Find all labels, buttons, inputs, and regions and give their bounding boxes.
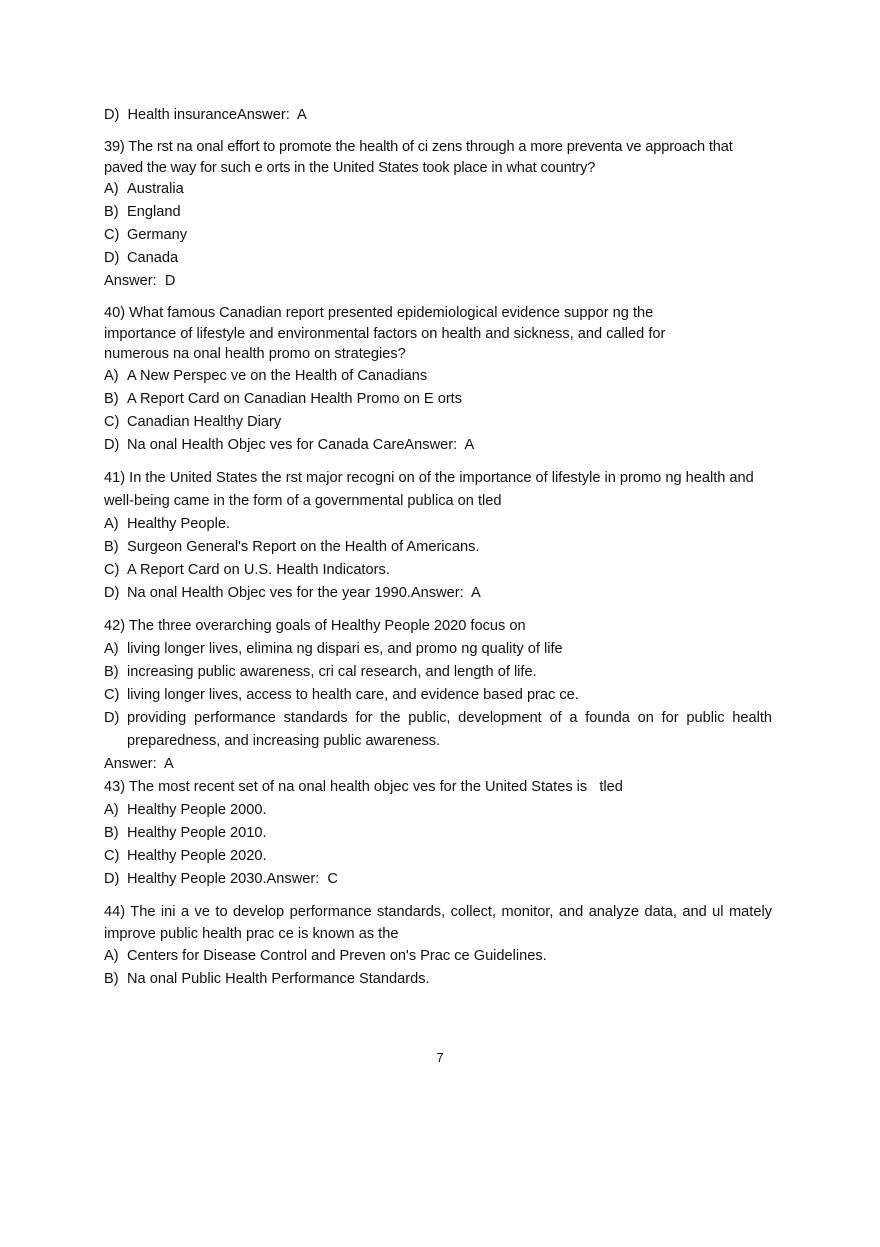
question-stem: 43) The most recent set of na onal health objec ves for the United States is tled	[104, 778, 623, 795]
option-a: A) living longer lives, elimina ng dispari es, and promo ng quality of life	[104, 640, 563, 657]
option-b: B) Healthy People 2010.	[104, 824, 267, 841]
question-41	[104, 467, 772, 605]
page-number: 7	[436, 1050, 444, 1065]
page-content	[104, 104, 772, 991]
question-42	[104, 615, 772, 776]
question-stem: 41) In the United States the rst major recogni on of the importance of lifestyle in promo ng health and well-being came in the form of a governmental publica on tled	[104, 469, 754, 509]
answer: Answer: D	[104, 273, 176, 289]
option-c: C) living longer lives, access to health care, and evidence based prac ce.	[104, 686, 579, 703]
option-c: C) Healthy People 2020.	[104, 847, 267, 864]
question-stem: 39) The rst na onal effort to promote the health of ci zens through a more preventa ve approach that paved the way for such e orts in the United States took place in what country?	[104, 139, 733, 176]
question-40	[104, 303, 772, 457]
option-a: A) Healthy People.	[104, 515, 231, 532]
question-39	[104, 137, 772, 293]
option-d: D) Na onal Health Objec ves for Canada CareAnswer: A	[104, 436, 475, 453]
option-b: B) Surgeon General's Report on the Health of Americans.	[104, 538, 480, 555]
carryover-option: D) Health insuranceAnswer: A	[104, 107, 307, 123]
option-b: B) Na onal Public Health Performance Standards.	[104, 970, 430, 987]
option-c: C) A Report Card on U.S. Health Indicators.	[104, 561, 390, 578]
option-d: D) providing performance standards for the public, development of a founda on for public health preparedness, and increasing public awareness.	[104, 709, 772, 749]
option-a: A) Centers for Disease Control and Preven on's Prac ce Guidelines.	[104, 947, 547, 964]
option-b: B) increasing public awareness, cri cal research, and length of life.	[104, 663, 537, 680]
option-a: A) Australia	[104, 181, 184, 197]
option-a: A) A New Perspec ve on the Health of Canadians	[104, 367, 428, 384]
option-b: B) A Report Card on Canadian Health Promo on E orts	[104, 390, 463, 407]
option-d: D) Canada	[104, 250, 179, 266]
option-d: D) Na onal Health Objec ves for the year 1990.Answer: A	[104, 584, 481, 601]
option-c: C) Germany	[104, 227, 188, 243]
question-44	[104, 901, 772, 991]
option-c: C) Canadian Healthy Diary	[104, 413, 282, 430]
option-d: D) Healthy People 2030.Answer: C	[104, 870, 338, 887]
question-43	[104, 776, 772, 891]
option-a: A) Healthy People 2000.	[104, 801, 267, 818]
option-b: B) England	[104, 204, 181, 220]
answer: Answer: A	[104, 755, 174, 772]
question-stem: 42) The three overarching goals of Healthy People 2020 focus on	[104, 617, 526, 634]
question-stem: 40) What famous Canadian report presented epidemiological evidence suppor ng the importance of lifestyle and environmental factors on health and sickness, and called for numerous na onal health promo on strategies?	[104, 305, 666, 362]
question-stem: 44) The ini a ve to develop performance standards, collect, monitor, and analyze data, and ul mately improve public health prac ce is known as the	[104, 903, 772, 942]
